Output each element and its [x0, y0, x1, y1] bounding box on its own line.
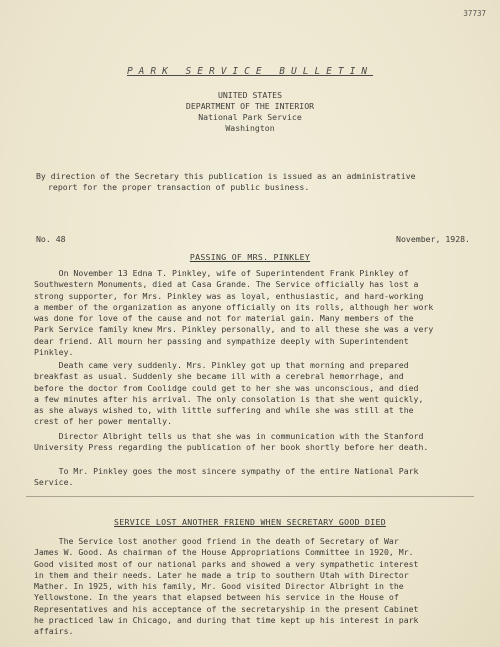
header-line-park-service: National Park Service	[198, 112, 302, 122]
header-line-department: DEPARTMENT OF THE INTERIOR	[185, 101, 315, 111]
paragraph-line: he practiced law in Chicago, and during that time kept up his interest in park	[34, 615, 419, 626]
paragraph-line: before the doctor from Coolidge could get to her she was unconscious, and died	[34, 382, 419, 393]
paragraph-line: dear friend. All mourn her passing and sympathize deeply with Superintendent	[34, 335, 409, 346]
paragraph-line: On November 13 Edna T. Pinkley, wife of Superintendent Frank Pinkley of	[34, 268, 409, 278]
paragraph-line: Pinkley.	[34, 347, 74, 358]
paragraph-line: To Mr. Pinkley goes the most sincere sympathy of the entire National Park	[34, 466, 419, 476]
paragraph-line: James W. Good. As chairman of the House Appropriations Committee in 1920, Mr.	[34, 547, 414, 558]
paragraph-line: breakfast as usual. Suddenly she became ill with a cerebral hemorrhage, and	[34, 371, 404, 382]
section-heading-good: SERVICE LOST ANOTHER FRIEND WHEN SECRETARY GOOD DIED	[114, 517, 386, 527]
paragraph-line: Service.	[34, 477, 74, 488]
paragraph-line: affairs.	[34, 626, 74, 637]
paragraph-line: Mather. In 1925, with his family, Mr. Good visited Director Albright in the	[34, 581, 404, 592]
paragraph-line: in them and their needs. Later he made a trip to southern Utah with Director	[34, 569, 409, 580]
paragraph-line: Park Service family knew Mrs. Pinkley personally, and to all these she was a very	[34, 324, 434, 335]
paragraph-pinkley-1	[34, 268, 474, 358]
paragraph-line: Representatives and his acceptance of the secretaryship in the present Cabinet	[34, 603, 419, 614]
header-line-washington: Washington	[225, 123, 275, 133]
authority-statement-line-1: By direction of the Secretary this publication is issued as an administrative	[36, 171, 416, 181]
paragraph-line: crest of her power mentally.	[34, 416, 173, 427]
paragraph-line: as she always wished to, with little suffering and while she was still at the	[34, 405, 414, 416]
paragraph-line: University Press regarding the publication of her book shortly before her death.	[34, 442, 429, 453]
authority-statement-line-2: report for the proper transaction of public business.	[48, 182, 310, 192]
bulletin-title: PARK SERVICE BULLETIN	[126, 66, 374, 77]
paragraph-line: strong supporter, for Mrs. Pinkley was as loyal, enthusiastic, and hard-working	[34, 290, 424, 301]
paragraph-line: Good visited most of our national parks and showed a very sympathetic interest	[34, 558, 419, 569]
paragraph-line: Southwestern Monuments, died at Casa Grande. The Service officially has lost a	[34, 279, 419, 290]
document-number: 37737	[463, 9, 486, 18]
paragraph-pinkley-4	[34, 466, 474, 489]
paragraph-line: was done for love of the cause and not for material gain. Many members of the	[34, 313, 414, 324]
paragraph-line: Death came very suddenly. Mrs. Pinkley got up that morning and prepared	[34, 360, 409, 370]
section-heading-pinkley: PASSING OF MRS. PINKLEY	[189, 252, 311, 262]
paragraph-line: Yellowstone. In the years that elapsed between his service in the House of	[34, 592, 399, 603]
paragraph-pinkley-3	[34, 431, 474, 454]
paragraph-line: The Service lost another good friend in the death of Secretary of War	[34, 536, 399, 546]
issue-date: November, 1928.	[396, 234, 470, 244]
paragraph-line: a few minutes after his arrival. The only consolation is that she went quickly,	[34, 393, 424, 404]
paragraph-line: a member of the organization as anyone officially on its rolls, although her work	[34, 301, 434, 312]
section-divider	[26, 496, 474, 497]
paragraph-pinkley-2	[34, 360, 474, 428]
issue-number: No. 48	[36, 234, 66, 244]
paragraph-good-1	[34, 536, 474, 638]
paragraph-line: Director Albright tells us that she was in communication with the Stanford	[34, 431, 424, 441]
header-line-united-states: UNITED STATES	[217, 90, 283, 100]
